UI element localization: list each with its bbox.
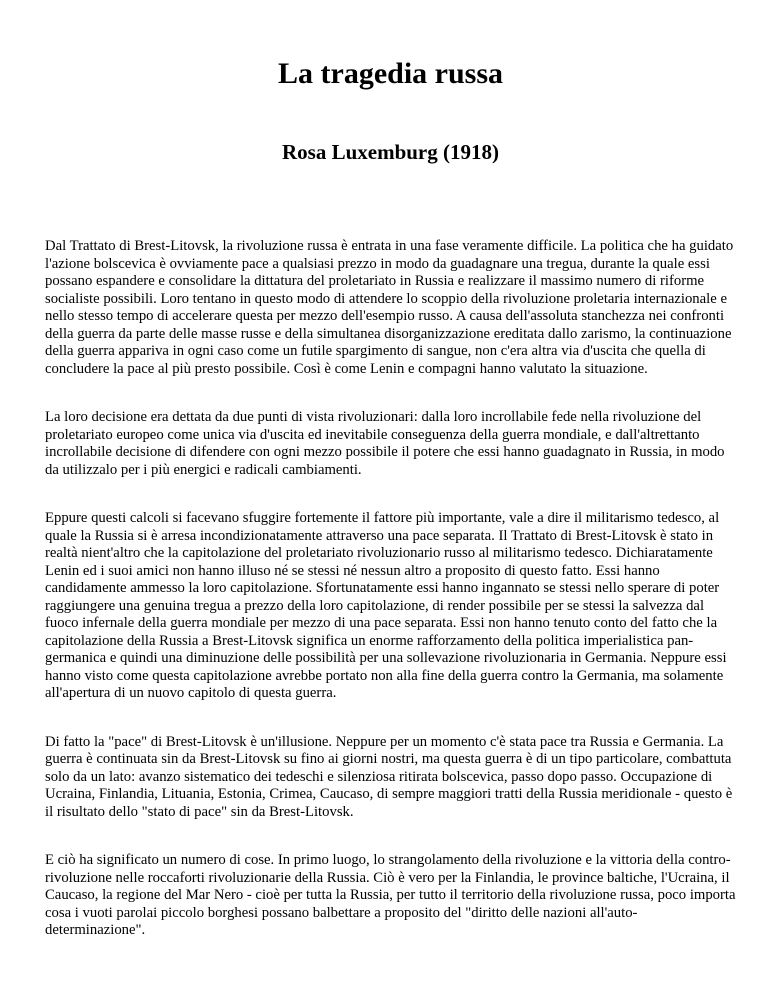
paragraph: Eppure questi calcoli si facevano sfuggire fortemente il fattore più importante, vale a dire il militarismo tedesco, al quale la Russia si è arresa incondizionatamente attraverso una pace separata. Il Trattato di Brest-Litovsk è stato in realtà nient'altro che la capitolazione del proletariato rivoluzionario russo al militarismo tedesco. Dichiaratamente Lenin ed i suoi amici non hanno illuso né se stessi né nessun altro a proposito di questo fatto. Essi hanno candidamente ammesso la loro capitolazione. Sfortunatamente essi hanno ingannato se stessi nello sperare di poter raggiungere una genuina tregua a prezzo della loro capitolazione, di render possibile per se stessi la salvezza dal fuoco infernale della guerra mondiale per mezzo di una pace separata. Essi non hanno tenuto conto del fatto che la capitolazione della Russia a Brest-Litovsk significa un enorme rafforzamento della politica imperialistica pan-germanica e quindi una diminuzione delle possibilità per una sollevazione rivoluzionaria in Germania. Neppure essi hanno visto come questa capitolazione avrebbe portato non alla fine della guerra contro la Germania, ma solamente all'apertura di un nuovo capitolo di questa guerra. bbox=[45, 510, 727, 701]
paragraph: La loro decisione era dettata da due punti di vista rivoluzionari: dalla loro incrollabile fede nella rivoluzione del proletariato europeo come unica via d'uscita ed inevitabile conseguenza della guerra mondiale, e dall'altrettanto incrollabile decisione di difendere con ogni mezzo possibile il potere che essi hanno guadagnato in Russia, in modo da utilizzalo per i più energici e radicali cambiamenti. bbox=[45, 409, 725, 478]
author-subtitle: Rosa Luxemburg (1918) bbox=[281, 140, 499, 164]
paragraph: Di fatto la "pace" di Brest-Litovsk è un'illusione. Neppure per un momento c'è stata pace tra Russia e Germania. La guerra è continuata sin da Brest-Litovsk su fino ai giorni nostri, ma questa guerra è di un tipo particolare, combattuta solo da un lato: avanzo sistematico dei tedeschi e silenziosa ritirata bolscevica, passo dopo passo. Occupazione di Ucraina, Finlandia, Lituania, Estonia, Crimea, Caucaso, di sempre maggiori tratti della Russia meridionale - questo è il risultato dello "stato di pace" sin da Brest-Litovsk. bbox=[45, 733, 733, 820]
paragraph: E ciò ha significato un numero di cose. In primo luogo, lo strangolamento della rivoluzione e la vittoria della contro-rivoluzione nelle roccaforti rivoluzionarie della Russia. Ciò è vero per la Finlandia, le province baltiche, l'Ucraina, il Caucaso, la regione del Mar Nero - cioè per tutta la Russia, per tutto il territorio della rivoluzione russa, poco importa cosa i vuoti parolai piccolo borghesi possano balbettare a proposito del "diritto delle nazioni all'auto-determinazione". bbox=[45, 852, 736, 938]
page-title: La tragedia russa bbox=[278, 57, 503, 90]
article-body bbox=[45, 238, 736, 940]
paragraph: Dal Trattato di Brest-Litovsk, la rivoluzione russa è entrata in una fase veramente difficile. La politica che ha guidato l'azione bolscevica è ovviamente pace a qualsiasi prezzo in modo da guadagnare una tregua, durante la quale essi possano espandere e consolidare la dittatura del proletariato in Russia e realizzare il massimo numero di riforme socialiste possibili. Loro tentano in questo modo di attendere lo scoppio della rivoluzione proletaria internazionale e nello stesso tempo di accelerare questa per mezzo dell'esempio russo. A causa dell'assoluta stanchezza nei confronti della guerra da parte delle masse russe e della simultanea disorganizzazione ereditata dallo zarismo, la continuazione della guerra appariva in ogni caso come un futile spargimento di sangue, non c'era altra via d'uscita che quella di concludere la pace al più presto possibile. Così è come Lenin e compagni hanno valutato la situazione. bbox=[45, 238, 734, 377]
